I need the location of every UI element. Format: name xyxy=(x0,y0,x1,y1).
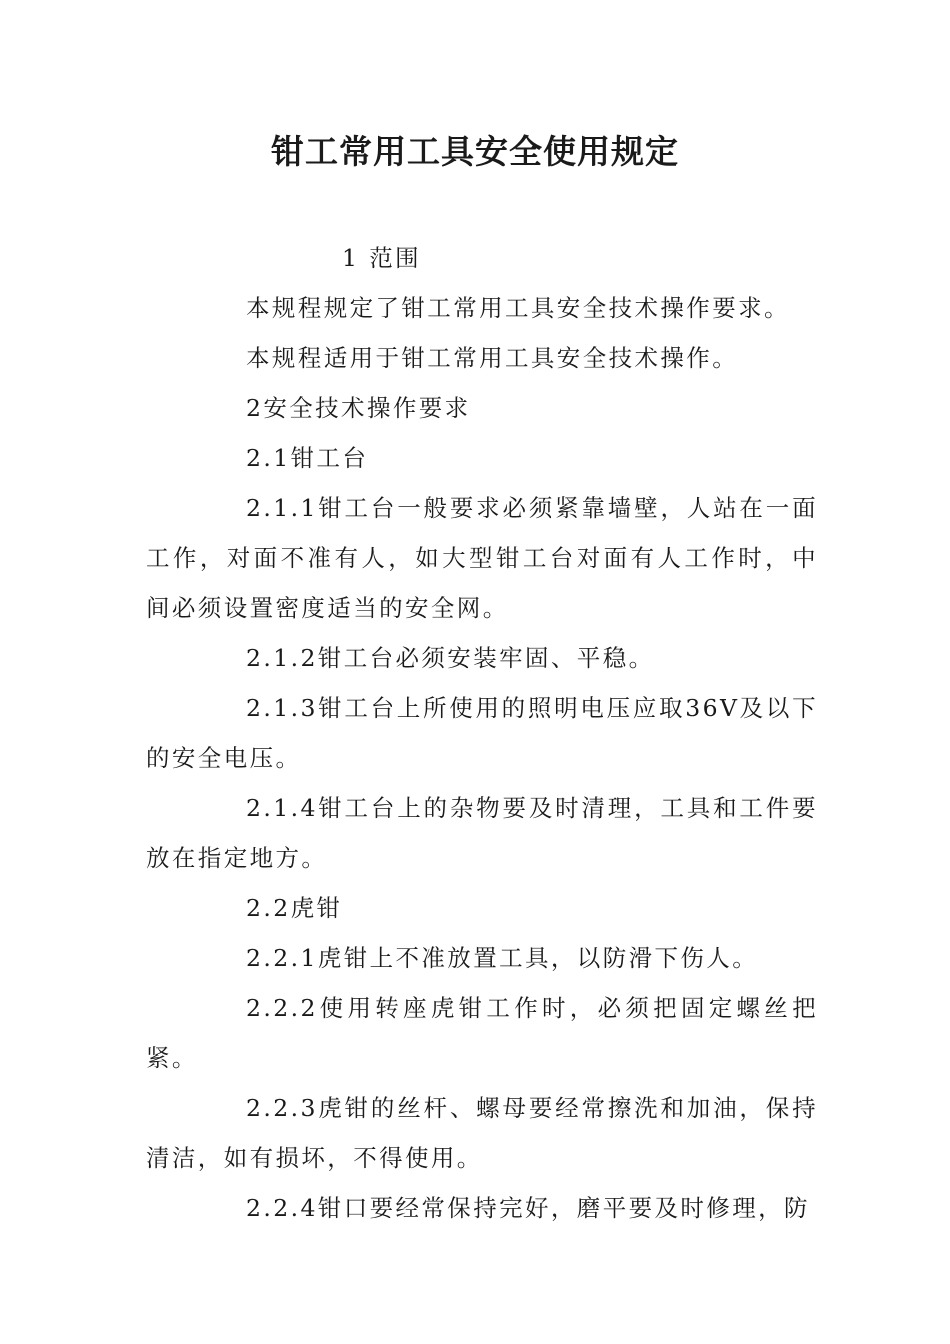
paragraph: 本规程规定了钳工常用工具安全技术操作要求。 xyxy=(246,294,790,322)
paragraph: 2.2.3虎钳的丝杆、螺母要经常擦洗和加油，保持清洁，如有损坏，不得使用。 xyxy=(146,1094,818,1172)
document-title: 钳工常用工具安全使用规定 xyxy=(271,132,679,171)
paragraph-heading: 2.2虎钳 xyxy=(246,894,343,922)
paragraph: 2.2.1虎钳上不准放置工具，以防滑下伤人。 xyxy=(246,944,759,972)
paragraph: 2.1.4钳工台上的杂物要及时清理，工具和工件要放在指定地方。 xyxy=(146,794,818,872)
document-body xyxy=(146,233,818,1233)
paragraph-heading: 2.1钳工台 xyxy=(246,444,369,472)
paragraph: 2.2.4钳口要经常保持完好，磨平要及时修理，防 xyxy=(246,1194,810,1222)
paragraph-section-heading: 1 范围 xyxy=(342,244,422,272)
paragraph-heading: 2安全技术操作要求 xyxy=(246,394,471,422)
paragraph: 2.1.1钳工台一般要求必须紧靠墙壁，人站在一面工作，对面不准有人，如大型钳工台对面有人工作时，中间必须设置密度适当的安全网。 xyxy=(146,494,818,622)
paragraph: 2.1.2钳工台必须安装牢固、平稳。 xyxy=(246,644,655,672)
paragraph: 2.1.3钳工台上所使用的照明电压应取36V及以下的安全电压。 xyxy=(146,694,818,772)
paragraph: 2.2.2使用转座虎钳工作时，必须把固定螺丝把紧。 xyxy=(146,994,818,1072)
paragraph: 本规程适用于钳工常用工具安全技术操作。 xyxy=(246,344,739,372)
